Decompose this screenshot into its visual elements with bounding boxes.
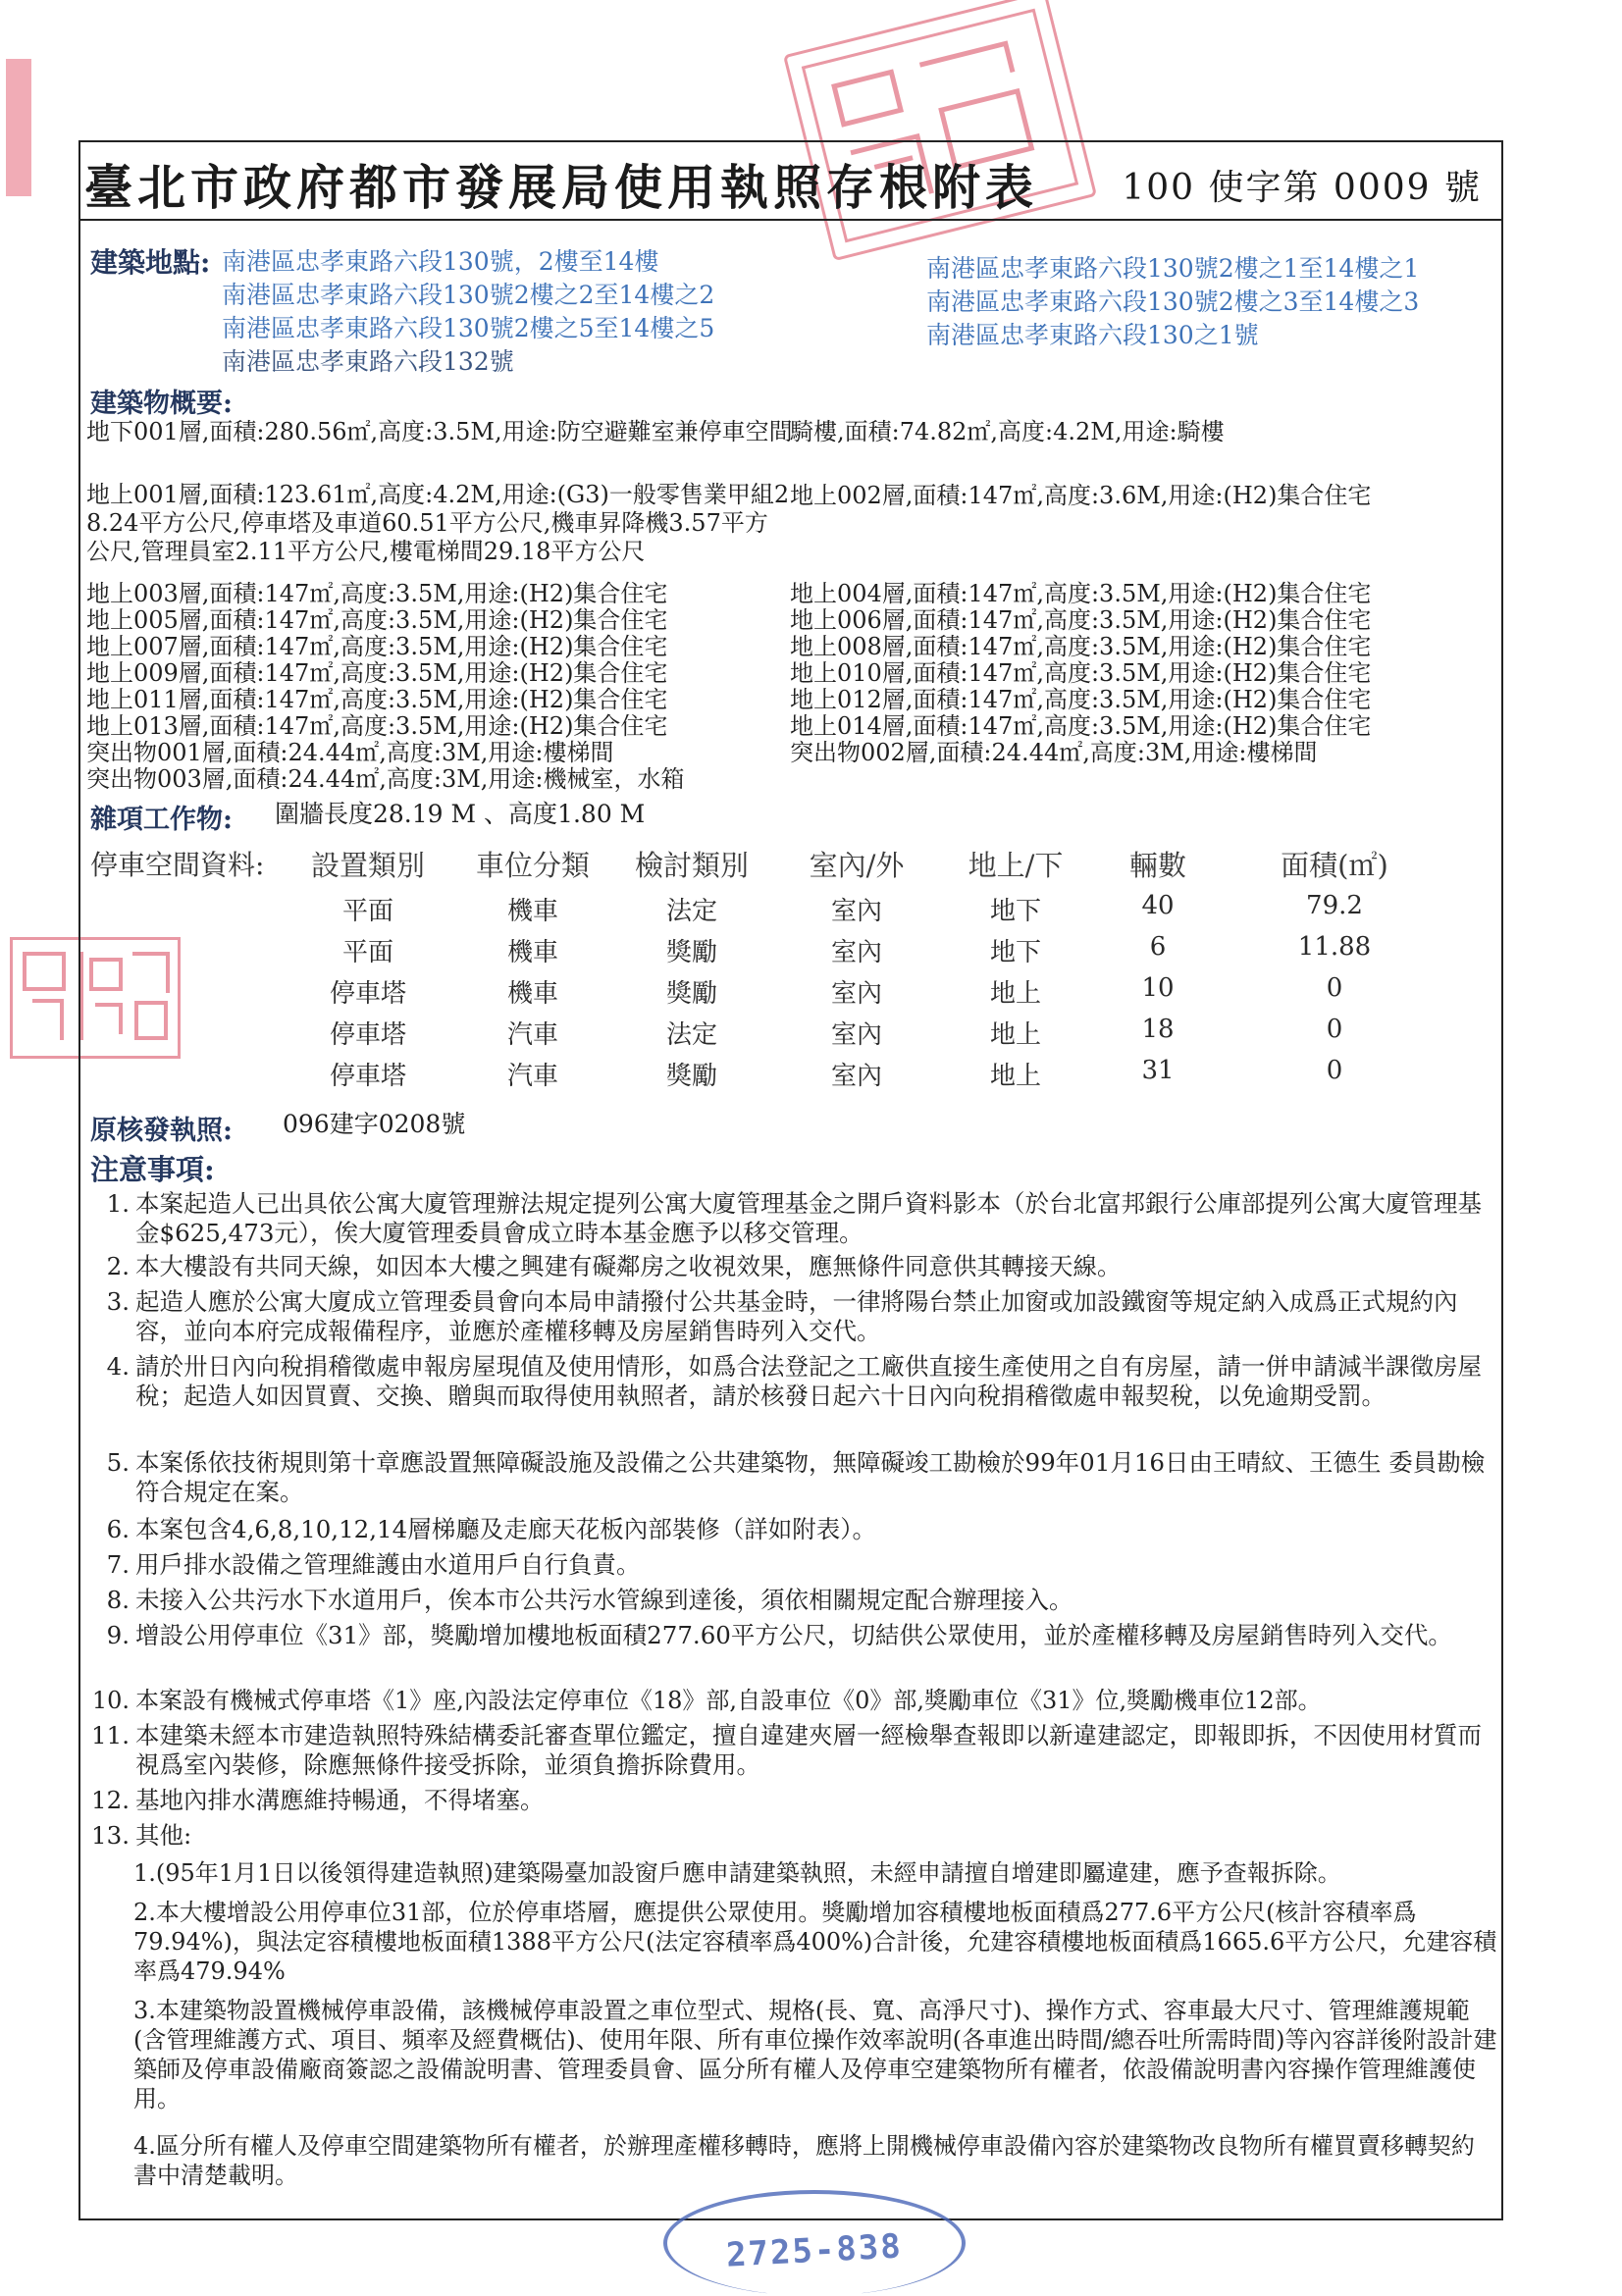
building-arcade: 騎樓,面積:74.82㎡,高度:4.2M,用途:騎樓	[790, 418, 1225, 445]
parking-cell: 31	[1141, 1056, 1175, 1085]
floor-left-6: 地上013層,面積:147㎡,高度:3.5M,用途:(H2)集合住宅	[86, 712, 668, 740]
note-item: 5. 本案係依技術規則第十章應設置無障礙設施及設備之公共建築物，無障礙竣工勘檢於99年01月16日由王晴紋、王德生 委員勘檢符合規定在案。	[106, 1448, 1486, 1506]
parking-cell: 機車	[506, 979, 558, 1009]
parking-cell: 室內	[830, 938, 882, 967]
building-b1: 地下001層,面積:280.56㎡,高度:3.5M,用途:防空避難室兼停車空間	[86, 418, 793, 445]
note-item: 1. 本案起造人已出具依公寓大廈管理辦法規定提列公寓大廈管理基金之開戶資料影本（於台北富邦銀行公庫部提列公寓大廈管理基金$625,473元），俟大廈管理委員會成立時本基金應予以移交管理。	[106, 1189, 1482, 1247]
parking-cell: 機車	[506, 897, 558, 926]
parking-cell: 獎勵	[665, 938, 717, 967]
note-item: 7. 用戶排水設備之管理維護由水道用戶自行負責。	[106, 1550, 641, 1579]
misc-text: 圍牆長度28.19 M 、高度1.80 M	[275, 800, 646, 828]
red-mark-left-edge	[6, 59, 31, 196]
parking-cell: 平面	[341, 938, 393, 967]
floor-left-7: 突出物001層,面積:24.44㎡,高度:3M,用途:樓梯間	[86, 739, 614, 766]
note-item: 13. 其他:	[91, 1821, 192, 1850]
location-left-3: 南港區忠孝東路六段130號2樓之5至14樓之5	[222, 314, 715, 342]
floor-left-2: 地上005層,面積:147㎡,高度:3.5M,用途:(H2)集合住宅	[86, 606, 668, 634]
floor-right-1: 地上004層,面積:147㎡,高度:3.5M,用途:(H2)集合住宅	[790, 580, 1372, 607]
parking-cell: 室內	[830, 897, 882, 926]
parking-cell: 79.2	[1306, 891, 1363, 920]
note-item: 6. 本案包含4,6,8,10,12,14層梯廳及走廊天花板內部裝修（詳如附表）。	[106, 1515, 876, 1543]
parking-cell: 汽車	[506, 1020, 558, 1050]
location-right-3: 南港區忠孝東路六段130之1號	[926, 321, 1259, 349]
floor-right-3: 地上008層,面積:147㎡,高度:3.5M,用途:(H2)集合住宅	[790, 633, 1372, 660]
parking-cell: 停車塔	[329, 1062, 406, 1091]
note-item: 12. 基地內排水溝應維持暢通，不得堵塞。	[91, 1786, 545, 1814]
location-left-1: 南港區忠孝東路六段130號，2樓至14樓	[222, 247, 659, 276]
location-right-2: 南港區忠孝東路六段130號2樓之3至14樓之3	[926, 287, 1420, 316]
parking-cell: 機車	[506, 938, 558, 967]
parking-cell: 法定	[665, 897, 717, 926]
original-permit-label: 原核發執照:	[90, 1116, 233, 1146]
parking-cell: 室內	[830, 1062, 882, 1091]
floor-right-4: 地上010層,面積:147㎡,高度:3.5M,用途:(H2)集合住宅	[790, 659, 1372, 687]
parking-cell: 地上	[989, 1020, 1041, 1050]
sub-note-3: 3.本建築物設置機械停車設備，該機械停車設置之車位型式、規格(長、寬、高淨尺寸)、操作方式、容車最大尺寸、管理維護規範(含管理維護方式、項目、頻率及經費概估)、使用年限、所有車位操作效率說明(各車進出時間/總吞吐所需時間)等內容詳後附設計建築師及停車設備廠商簽認之設備說明書、管理委員會、區分所有權人及停車空建築物所有權者，依設備說明書內容操作管理維護使用。	[133, 1997, 1497, 2113]
parking-cell: 室內	[830, 1020, 882, 1050]
floor-right-2: 地上006層,面積:147㎡,高度:3.5M,用途:(H2)集合住宅	[790, 606, 1372, 634]
title-bar	[78, 140, 1503, 221]
parking-header-review: 檢討類別	[634, 849, 749, 882]
original-permit-number: 096建字0208號	[283, 1110, 466, 1138]
document-title: 臺北市政府都市發展局使用執照存根附表	[84, 159, 1039, 216]
parking-cell: 地上	[989, 979, 1041, 1009]
parking-cell: 10	[1141, 973, 1175, 1003]
note-item: 10. 本案設有機械式停車塔《1》座,內設法定停車位《18》部,自設車位《0》部,獎勵車位《31》位,獎勵機車位12部。	[91, 1687, 1322, 1714]
parking-cell: 18	[1141, 1015, 1175, 1044]
parking-cell: 平面	[341, 897, 393, 926]
parking-header-count: 輛數	[1128, 849, 1186, 882]
parking-header-area: 面積(㎡)	[1281, 849, 1388, 882]
note-item: 4. 請於卅日內向稅捐稽徵處申報房屋現值及使用情形，如爲合法登記之工廠供直接生產使用之自有房屋，請一併申請減半課徵房屋稅；起造人如因買賣、交換、贈與而取得使用執照者，請於核發日起六十日內向稅捐稽徵處申報契稅，以免逾期受罰。	[106, 1352, 1482, 1410]
note-item: 8. 未接入公共污水下水道用戶，俟本市公共污水管線到達後，須依相關規定配合辦理接入。	[106, 1586, 1073, 1614]
parking-cell: 汽車	[506, 1062, 558, 1091]
note-item: 9. 增設公用停車位《31》部，獎勵增加樓地板面積277.60平方公尺，切結供公眾使用，並於產權移轉及房屋銷售時列入交代。	[106, 1621, 1452, 1649]
parking-cell: 法定	[665, 1020, 717, 1050]
permit-number: 100 使字第 0009 號	[1122, 168, 1482, 208]
notes-label: 注意事項:	[90, 1153, 215, 1186]
parking-cell: 室內	[830, 979, 882, 1009]
note-item: 2. 本大樓設有共同天線，如因本大樓之興建有礙鄰房之收視效果，應無條件同意供其轉接天線。	[106, 1252, 1122, 1280]
floor-right-7: 突出物002層,面積:24.44㎡,高度:3M,用途:樓梯間	[790, 739, 1318, 766]
blue-stamp-bottom	[663, 2190, 966, 2296]
building-f2: 地上002層,面積:147㎡,高度:3.6M,用途:(H2)集合住宅	[790, 482, 1372, 509]
floor-left-4: 地上009層,面積:147㎡,高度:3.5M,用途:(H2)集合住宅	[86, 659, 668, 687]
building-label: 建築物概要:	[90, 389, 233, 419]
sub-note-4: 4.區分所有權人及停車空間建築物所有權者，於辦理產權移轉時，應將上開機械停車設備內容於建築物改良物所有權買賣移轉契約書中清楚載明。	[133, 2132, 1475, 2189]
parking-cell: 停車塔	[329, 1020, 406, 1050]
misc-label: 雜項工作物:	[90, 805, 233, 835]
location-left-2: 南港區忠孝東路六段130號2樓之2至14樓之2	[222, 281, 715, 309]
parking-cell: 獎勵	[665, 979, 717, 1009]
note-item: 11. 本建築未經本市建造執照特殊結構委託審查單位鑑定，擅自違建夾層一經檢舉查報即以新違建認定，即報即拆，不因使用材質而視爲室內裝修，除應無條件接受拆除，並須負擔拆除費用。	[91, 1721, 1482, 1779]
location-label: 建築地點:	[90, 246, 211, 279]
parking-cell: 停車塔	[329, 979, 406, 1009]
building-f1: 地上001層,面積:123.61㎡,高度:4.2M,用途:(G3)一般零售業甲組28.24平方公尺,停車塔及車道60.51平方公尺,機車昇降機3.57平方公尺,管理員室2.11平方公尺,樓電梯間29.18平方公尺	[86, 481, 790, 565]
parking-cell: 11.88	[1297, 932, 1372, 962]
parking-header-ground: 地上/下	[968, 849, 1064, 882]
note-item: 3. 起造人應於公寓大廈成立管理委員會向本局申請撥付公共基金時，一律將陽台禁止加窗或加設鐵窗等規定納入成爲正式規約內容，並向本府完成報備程序，並應於產權移轉及房屋銷售時列入交代。	[106, 1287, 1458, 1345]
parking-cell: 地下	[989, 897, 1041, 926]
parking-header-indoor: 室內/外	[809, 849, 905, 882]
parking-label: 停車空間資料:	[90, 849, 265, 881]
location-left-4: 南港區忠孝東路六段132號	[222, 347, 514, 376]
parking-cell: 40	[1141, 891, 1175, 920]
parking-header-category: 車位分類	[475, 849, 590, 882]
sub-note-2: 2.本大樓增設公用停車位31部，位於停車塔層，應提供公眾使用。獎勵增加容積樓地板面積爲277.6平方公尺(核計容積率爲79.94%)，與法定容積樓地板面積1388平方公尺(法定容積率爲400%)合計後，允建容積樓地板面積爲1665.6平方公尺，允建容積率爲479.94%	[133, 1899, 1497, 1985]
floor-left-5: 地上011層,面積:147㎡,高度:3.5M,用途:(H2)集合住宅	[86, 686, 668, 713]
parking-cell: 獎勵	[665, 1062, 717, 1091]
parking-cell: 0	[1326, 1015, 1343, 1044]
parking-header-type: 設置類別	[310, 849, 425, 882]
floor-left-8: 突出物003層,面積:24.44㎡,高度:3M,用途:機械室，水箱	[86, 765, 685, 793]
floor-left-3: 地上007層,面積:147㎡,高度:3.5M,用途:(H2)集合住宅	[86, 633, 668, 660]
sub-note-1: 1.(95年1月1日以後領得建造執照)建築陽臺加設窗戶應申請建築執照，未經申請擅自增建即屬違建，應予查報拆除。	[133, 1859, 1341, 1887]
parking-cell: 0	[1326, 1056, 1343, 1085]
parking-cell: 0	[1326, 973, 1343, 1003]
parking-cell: 地上	[989, 1062, 1041, 1091]
parking-cell: 地下	[989, 938, 1041, 967]
floor-right-6: 地上014層,面積:147㎡,高度:3.5M,用途:(H2)集合住宅	[790, 712, 1372, 740]
floor-right-5: 地上012層,面積:147㎡,高度:3.5M,用途:(H2)集合住宅	[790, 686, 1372, 713]
floor-left-1: 地上003層,面積:147㎡,高度:3.5M,用途:(H2)集合住宅	[86, 580, 668, 607]
parking-cell: 6	[1149, 932, 1167, 962]
location-right-1: 南港區忠孝東路六段130號2樓之1至14樓之1	[926, 254, 1420, 283]
blue-stamp-number: 2725-838	[725, 2226, 904, 2275]
